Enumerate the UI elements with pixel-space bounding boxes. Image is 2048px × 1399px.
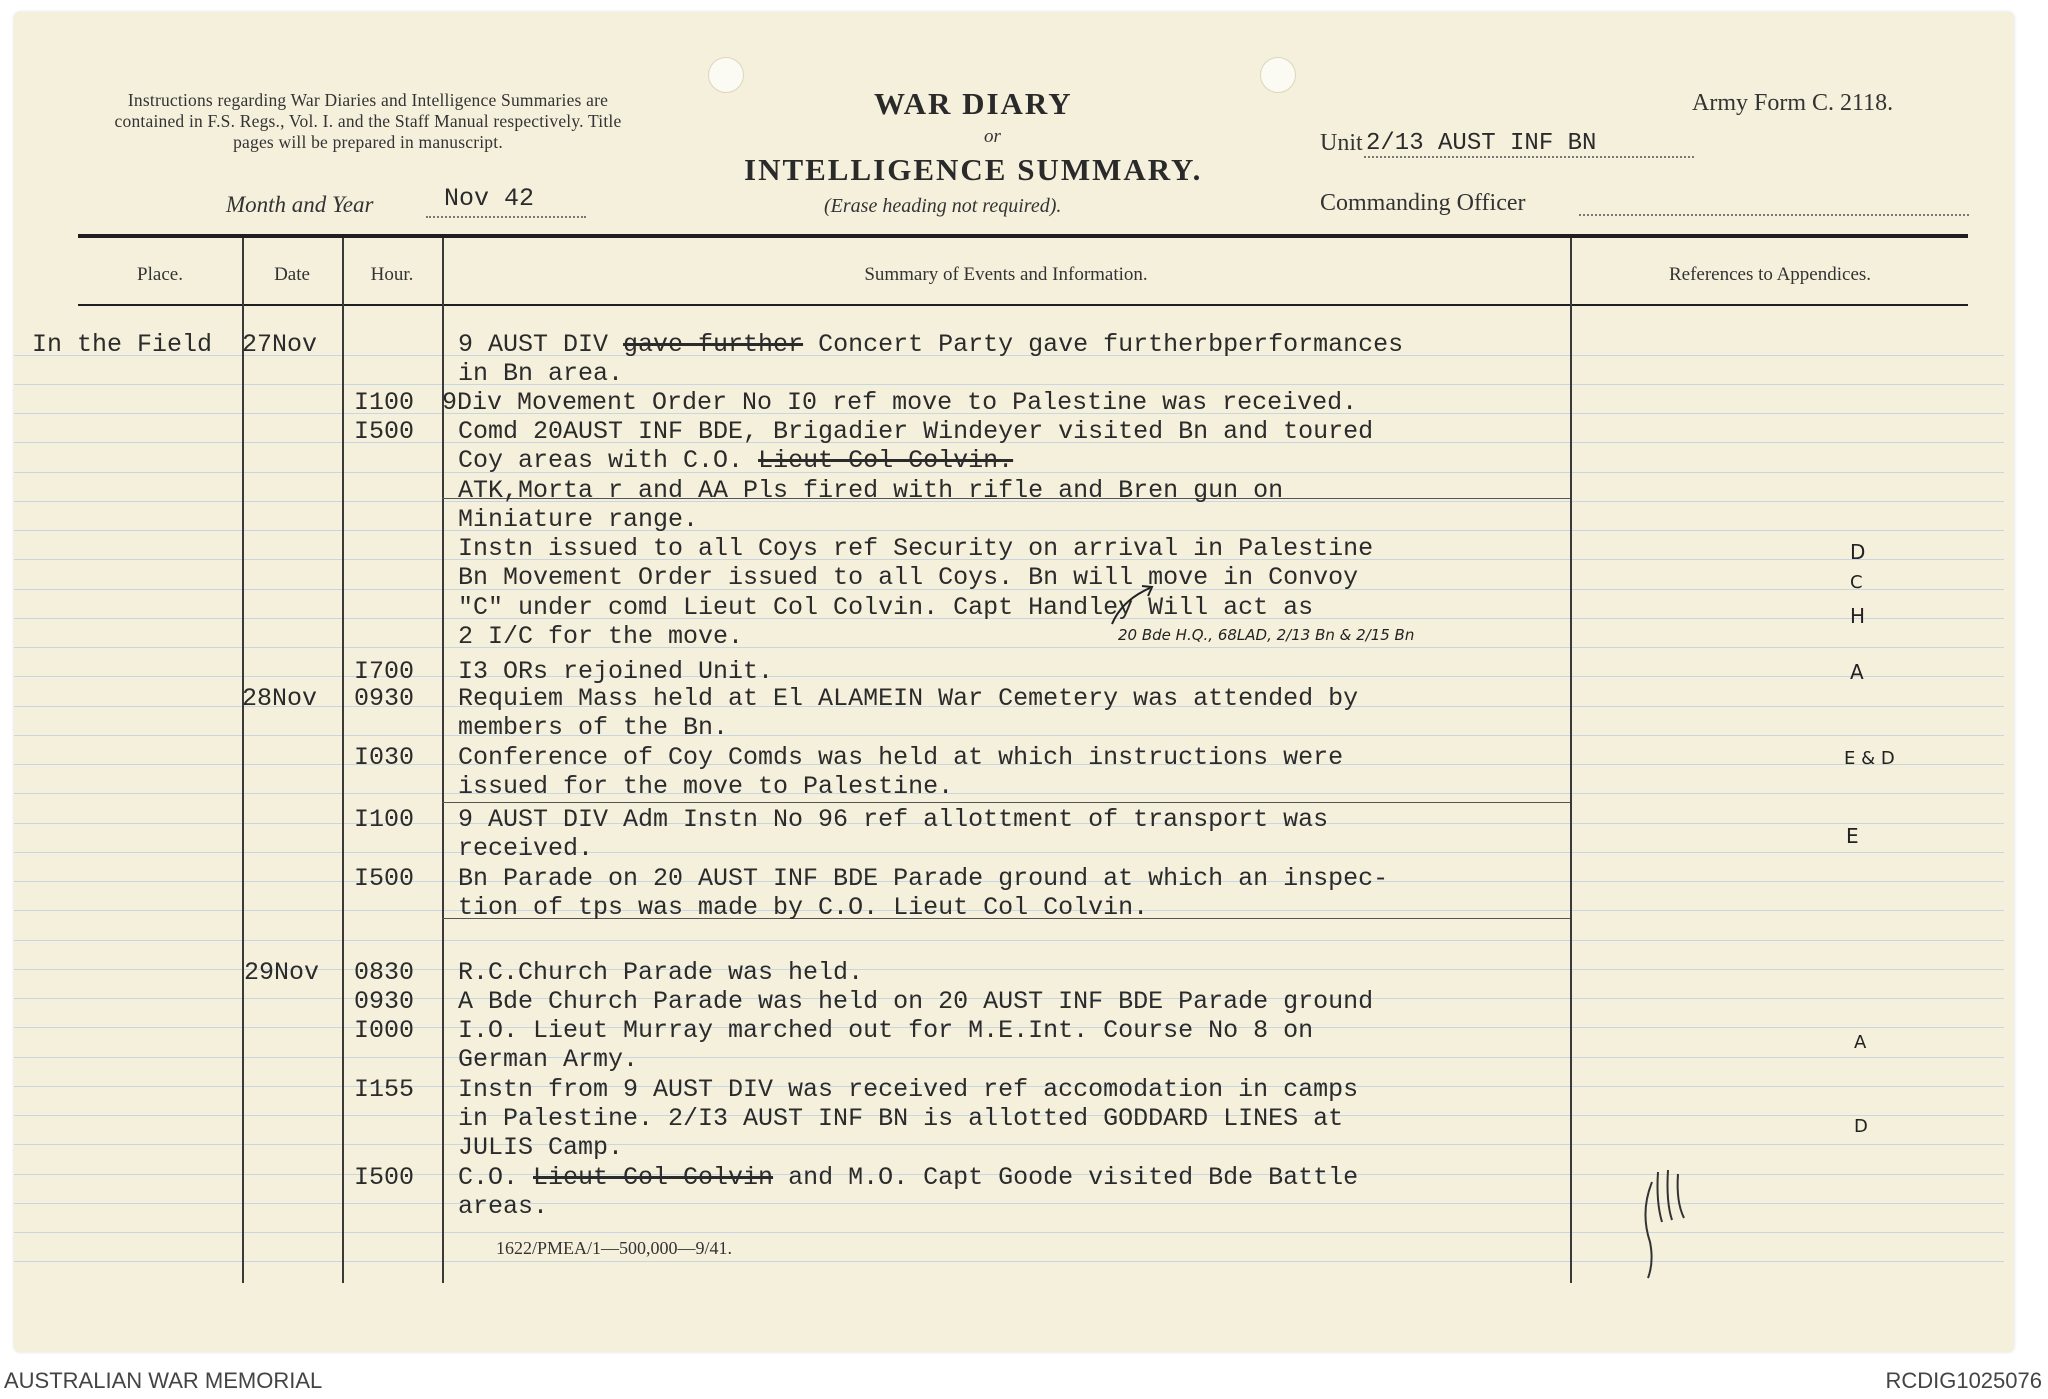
column-header-place: Place. [137,264,183,285]
punch-hole-left [708,57,744,93]
col-divider-place [242,238,244,1283]
column-header-summary: Summary of Events and Information. [864,264,1148,285]
summary-line: Conference of Coy Comds was held at which instructions were [458,743,1344,772]
appendix-ref: A [1850,660,1864,684]
col-divider-summary [1570,238,1572,1283]
appendix-ref: D [1854,1116,1868,1137]
hour-entry: I700 [354,657,415,686]
erase-note: (Erase heading not required). [824,195,1062,217]
title-war-diary: WAR DIARY [874,86,1073,121]
date-28nov: 28Nov [242,684,318,713]
summary-line: 9 AUST DIV Adm Instn No 96 ref allottment of transport was [458,805,1329,834]
column-header-date: Date [274,264,310,285]
commanding-officer-dotline [1579,214,1969,216]
summary-line: in Bn area. [458,359,624,388]
hour-entry: I500 [354,864,415,893]
unit-label: Unit [1320,130,1363,156]
summary-line: received. [458,834,594,863]
month-year-value: Nov 42 [444,184,535,213]
punch-hole-right [1260,57,1296,93]
hour-entry: I500 [354,417,415,446]
army-form-label: Army Form C. 2118. [1692,90,1894,116]
title-or: or [984,126,1001,147]
column-header-hour: Hour. [370,264,414,285]
handwritten-arrow [1102,580,1162,630]
commanding-officer-label: Commanding Officer [1320,190,1526,216]
summary-line: 9 AUST DIV gave further Concert Party gave furtherbperformances [458,330,1404,359]
appendix-ref: C [1850,572,1863,593]
summary-line: Bn Parade on 20 AUST INF BDE Parade ground at which an inspec- [458,864,1389,893]
appendix-ref: H [1850,604,1866,628]
month-year-label: Month and Year [226,192,374,217]
hour-entry: 0830 [354,958,415,987]
hour-entry: 0930 [354,987,415,1016]
summary-line: Miniature range. [458,505,699,534]
handwritten-convoy-note: 20 Bde H.Q., 68LAD, 2/13 Bn & 2/15 Bn [1118,626,1415,644]
summary-line: tion of tps was made by C.O. Lieut Col Colvin. [458,893,1149,922]
col-divider-date [342,238,344,1283]
archive-footer [0,1362,2048,1399]
column-head-rule [78,304,1968,306]
header-rule [78,234,1968,238]
summary-line: Bn Movement Order issued to all Coys. Bn will move in Convoy [458,563,1359,592]
appendix-ref: D [1850,540,1866,564]
summary-line: 9Div Movement Order No I0 ref move to Palestine was received. [442,388,1358,417]
summary-line: Instn from 9 AUST DIV was received ref accomodation in camps [458,1075,1359,1104]
summary-line: Instn issued to all Coys ref Security on arrival in Palestine [458,534,1374,563]
hour-entry: I100 [354,805,415,834]
summary-line: issued for the move to Palestine. [458,772,954,801]
summary-line: I3 ORs rejoined Unit. [458,657,774,686]
summary-line: ATK,Morta r and AA Pls fired with rifle and Bren gun on [458,476,1284,505]
war-diary-sheet [14,12,2014,1352]
print-code: 1622/PMEA/1—500,000—9/41. [496,1238,733,1258]
summary-line: Requiem Mass held at El ALAMEIN War Cemetery was attended by [458,684,1359,713]
summary-line: C.O. Lieut Col Colvin and M.O. Capt Goode visited Bde Battle [458,1163,1359,1192]
summary-line: members of the Bn. [458,713,729,742]
instructions-text: Instructions regarding War Diaries and Intelligence Summaries are contained in F.S. Regs., Vol. I. and the Staff Manual respectively. Title pages will be prepared in manuscript. [114,90,622,152]
row-separator [442,802,1570,803]
summary-line: 2 I/C for the move. [458,622,744,651]
unit-value: 2/13 AUST INF BN [1366,130,1597,157]
hour-entry: 0930 [354,684,415,713]
appendix-ref: E [1846,824,1859,848]
summary-line: R.C.Church Parade was held. [458,958,864,987]
place-value: In the Field [32,330,213,359]
summary-line: I.O. Lieut Murray marched out for M.E.Int. Course No 8 on [458,1016,1314,1045]
summary-line: Coy areas with C.O. Lieut Col Colvin. [458,446,1014,475]
summary-line: in Palestine. 2/I3 AUST INF BN is allotted GODDARD LINES at [458,1104,1344,1133]
hour-entry: I155 [354,1075,415,1104]
hour-entry: I030 [354,743,415,772]
date-29nov: 29Nov [244,958,320,987]
hour-entry: I500 [354,1163,415,1192]
summary-line: JULIS Camp. [458,1133,624,1162]
footer-institution: AUSTRALIAN WAR MEMORIAL [4,1368,323,1393]
footer-record-id: RCDIG1025076 [1885,1368,2042,1393]
summary-line: areas. [458,1192,549,1221]
month-year-dotline [426,216,586,218]
column-header-references: References to Appendices. [1668,264,1872,285]
signature-mark [1632,1162,1702,1282]
hour-entry: I000 [354,1016,415,1045]
hour-entry: I100 [354,388,415,417]
summary-line: German Army. [458,1045,639,1074]
summary-line: "C" under comd Lieut Col Colvin. Capt Handley Will act as [458,593,1314,622]
date-27nov: 27Nov [242,330,318,359]
summary-line: A Bde Church Parade was held on 20 AUST INF BDE Parade ground [458,987,1374,1016]
summary-line: Comd 20AUST INF BDE, Brigadier Windeyer visited Bn and toured [458,417,1374,446]
title-intelligence-summary: INTELLIGENCE SUMMARY. [744,152,1203,187]
appendix-ref: E & D [1844,748,1895,769]
appendix-ref: A [1854,1032,1867,1053]
